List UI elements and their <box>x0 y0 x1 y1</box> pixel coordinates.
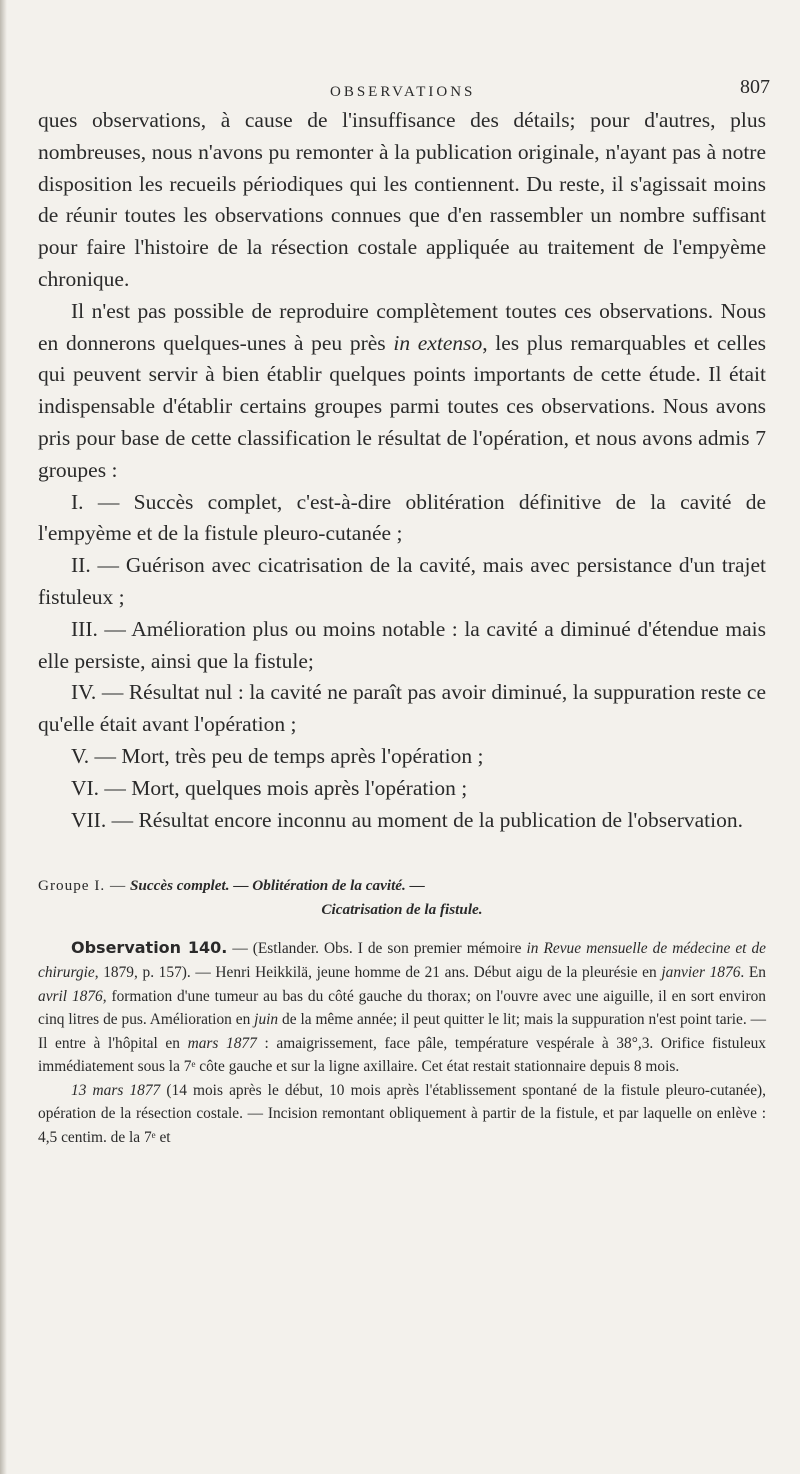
paragraph-2-italic: in extenso <box>393 330 483 355</box>
observation-label: Observation 140. <box>71 938 228 958</box>
observation-date-4: mars 1877 <box>187 1034 257 1052</box>
body-text <box>38 105 766 1150</box>
paragraph-2-text-end: , les plus remarquables et celles qui peuvent servir à bien établir quelques points importants de cette étude. Il était indispensable d'établir certains groupes parmi toutes ces observations. Nous avons pris pour base de cette classification le résultat de l'opération, et nous avons admis 7 groupes : <box>38 330 766 482</box>
observation-text-g: (14 mois après le début, 10 mois après l'établissement spontané de la fistule pleuro-cutanée), opération de la résection costale. — Incision remontant obliquement à partir de la fistule, et par laquelle on enlève : 4,5 centim. de la 7ᵉ et <box>38 1081 766 1147</box>
group-title-line1 <box>38 874 766 898</box>
paragraph-2-text: Il n'est pas possible de reproduire complètement toutes ces observations. Nous en donnerons quelques-unes à peu près <box>38 298 766 355</box>
group-title-line2 <box>38 898 766 922</box>
observation-text-d: , formation d'une tumeur au bas du côté gauche du thorax; on l'ouvre avec une aiguille, il en sort environ cinq litres de pus. Amélioration en <box>38 987 766 1029</box>
group-item-3: III. — Amélioration plus ou moins notable : la cavité a diminué d'étendue mais elle persiste, ainsi que la fistule; <box>38 616 766 673</box>
running-head: OBSERVATIONS <box>330 84 476 100</box>
page-number: 807 <box>740 76 770 98</box>
observation-text-c: . En <box>740 963 766 981</box>
observation-text-a: — (Estlander. Obs. I de son premier mémoire <box>227 940 527 958</box>
observation-text-f: : amaigrissement, face pâle, température vespérale à 38°,3. Orifice fistuleux immédiatement sous la 7ᵉ côte gauche et sur la ligne axillaire. Cet état restait stationnaire depuis 8 mois. <box>38 1034 766 1076</box>
observation-date-1: janvier 1876 <box>661 963 741 981</box>
page-edge-shadow <box>0 0 7 1474</box>
group-item-2: II. — Guérison avec cicatrisation de la cavité, mais avec persistance d'un trajet fistuleux ; <box>38 553 766 609</box>
group-item-1: I. — Succès complet, c'est-à-dire oblitération définitive de la cavité de l'empyème et de la fistule pleuro-cutanée ; <box>38 489 766 546</box>
group-item-7: VII. — Résultat encore inconnu au moment de la publication de l'observation. <box>71 807 743 832</box>
paragraph-1: ques observations, à cause de l'insuffisance des détails; pour d'autres, plus nombreuses, nous n'avons pu remonter à la publication originale, n'ayant pas à notre disposition les recueils périodiques qui les contiennent. Du reste, il s'agissait moins de réunir toutes les observations connues que d'en rassembler un nombre suffisant pour faire l'histoire de la résection costale appliquée au traitement de l'empyème chronique. <box>38 108 766 291</box>
observation-text-b: , 1879, p. 157). — Henri Heikkilä, jeune homme de 21 ans. Début aigu de la pleurésie en <box>94 963 662 981</box>
paragraph-2 <box>38 296 766 487</box>
observation-date-3: juin <box>254 1011 279 1029</box>
observation-140 <box>38 936 766 1079</box>
group-item-5: V. — Mort, très peu de temps après l'opération ; <box>71 743 484 768</box>
group-title-prefix: Groupe I. — <box>38 877 127 895</box>
observation-date-2: avril 1876 <box>38 987 103 1005</box>
group-title-italic-1: Succès complet. — Oblitération de la cavité. — <box>129 877 425 895</box>
observation-date-5: 13 mars 1877 <box>71 1081 161 1099</box>
group-title <box>38 874 766 922</box>
observation-text-e: de la même année; il peut quitter le lit; mais la suppuration n'est point tarie. — Il entre à l'hôpital en <box>38 1011 766 1052</box>
group-item-4: IV. — Résultat nul : la cavité ne paraît pas avoir diminué, la suppuration reste ce qu'elle était avant l'opération ; <box>38 680 766 737</box>
group-title-italic-2: Cicatrisation de la fistule. <box>321 901 483 919</box>
observation-140-continued <box>38 1079 766 1150</box>
observation-journal: in Revue mensuelle de médecine et de chirurgie <box>38 940 767 981</box>
group-item-6: VI. — Mort, quelques mois après l'opération ; <box>71 775 468 800</box>
